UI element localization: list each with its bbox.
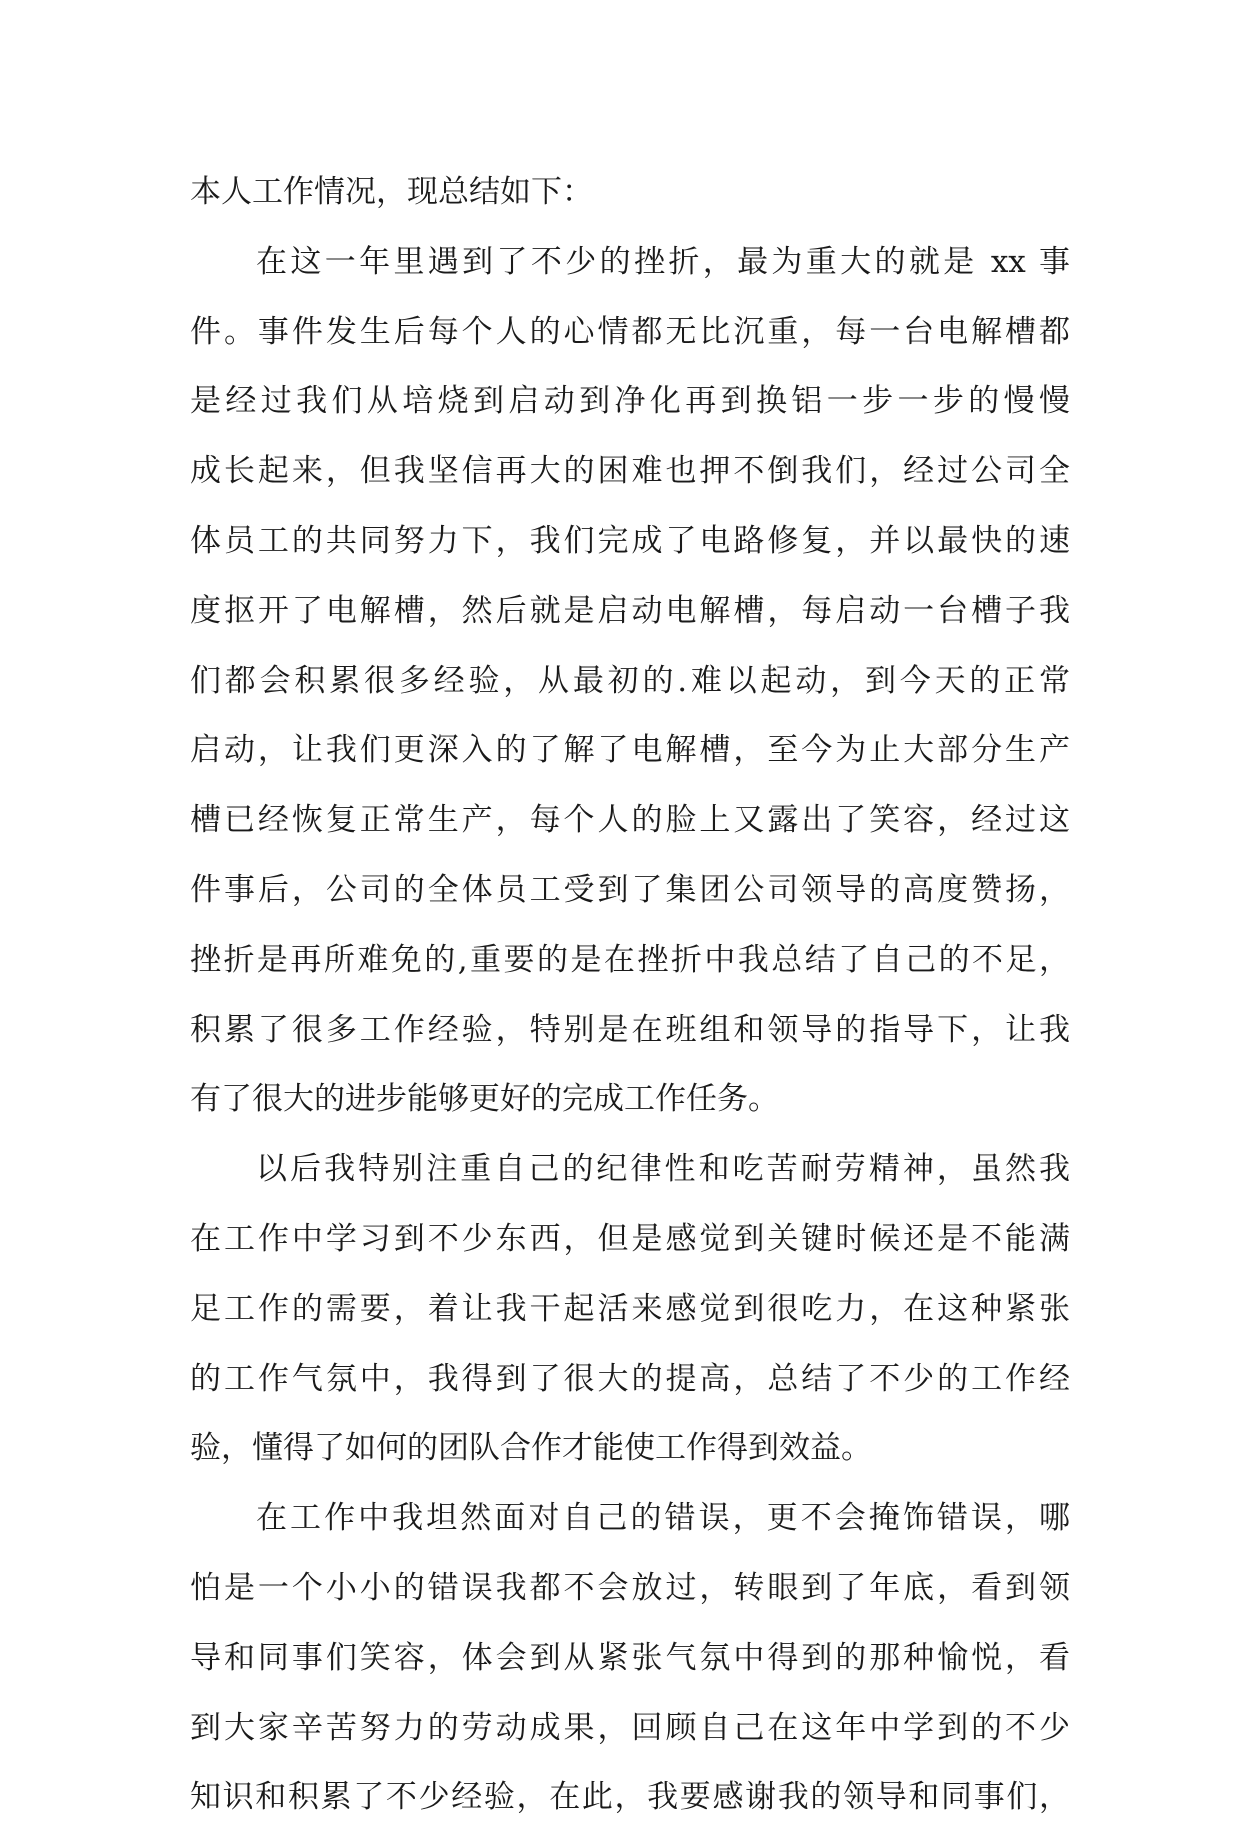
paragraph-line: 导和同事们笑容，体会到从紧张气氛中得到的那种愉悦，看 xyxy=(190,1639,1070,1676)
paragraph-line: 在工作中我坦然面对自己的错误，更不会掩饰错误，哪 xyxy=(256,1500,1070,1537)
paragraph-line: 积累了很多工作经验，特别是在班组和领导的指导下，让我 xyxy=(190,1011,1070,1048)
paragraph-line: 体员工的共同努力下，我们完成了电路修复，并以最快的速 xyxy=(190,522,1070,559)
paragraph-line: 们都会积累很多经验，从最初的.难以起动，到今天的正常 xyxy=(190,662,1070,699)
paragraph-line: 件。事件发生后每个人的心情都无比沉重，每一台电解槽都 xyxy=(190,313,1070,350)
paragraph-line: 到大家辛苦努力的劳动成果，回顾自己在这年中学到的不少 xyxy=(190,1709,1070,1746)
paragraph-line: 件事后，公司的全体员工受到了集团公司领导的高度赞扬， xyxy=(190,871,1070,908)
paragraph-line: 启动，让我们更深入的了解了电解槽，至今为止大部分生产 xyxy=(190,732,1070,769)
paragraph-line: 槽已经恢复正常生产，每个人的脸上又露出了笑容，经过这 xyxy=(190,802,1070,839)
paragraph-line: 知识和积累了不少经验，在此，我要感谢我的领导和同事们， xyxy=(190,1779,1070,1816)
paragraph-line: 有了很大的进步能够更好的完成工作任务。 xyxy=(190,1081,779,1118)
paragraph-line: 足工作的需要，着让我干起活来感觉到很吃力，在这种紧张 xyxy=(190,1290,1070,1327)
paragraph-line: 怕是一个小小的错误我都不会放过，转眼到了年底，看到领 xyxy=(190,1569,1070,1606)
paragraph-line: 在这一年里遇到了不少的挫折，最为重大的就是 xx 事 xyxy=(256,243,1070,280)
paragraph-line: 在工作中学习到不少东西，但是感觉到关键时候还是不能满 xyxy=(190,1220,1070,1257)
paragraph-line: 挫折是再所难免的,重要的是在挫折中我总结了自己的不足， xyxy=(190,941,1070,978)
document-body xyxy=(190,158,1070,1833)
paragraph-line: 本人工作情况，现总结如下： xyxy=(190,174,593,210)
paragraph-line: 验，懂得了如何的团队合作才能使工作得到效益。 xyxy=(190,1430,872,1467)
paragraph-line: 是经过我们从培烧到启动到净化再到换铝一步一步的慢慢 xyxy=(190,383,1070,420)
paragraph-line: 以后我特别注重自己的纪律性和吃苦耐劳精神，虽然我 xyxy=(256,1151,1070,1188)
paragraph-line: 成长起来，但我坚信再大的困难也押不倒我们，经过公司全 xyxy=(190,453,1070,490)
paragraph-line: 的工作气氛中，我得到了很大的提高，总结了不少的工作经 xyxy=(190,1360,1070,1397)
paragraph-line: 度抠开了电解槽，然后就是启动电解槽，每启动一台槽子我 xyxy=(190,592,1070,629)
